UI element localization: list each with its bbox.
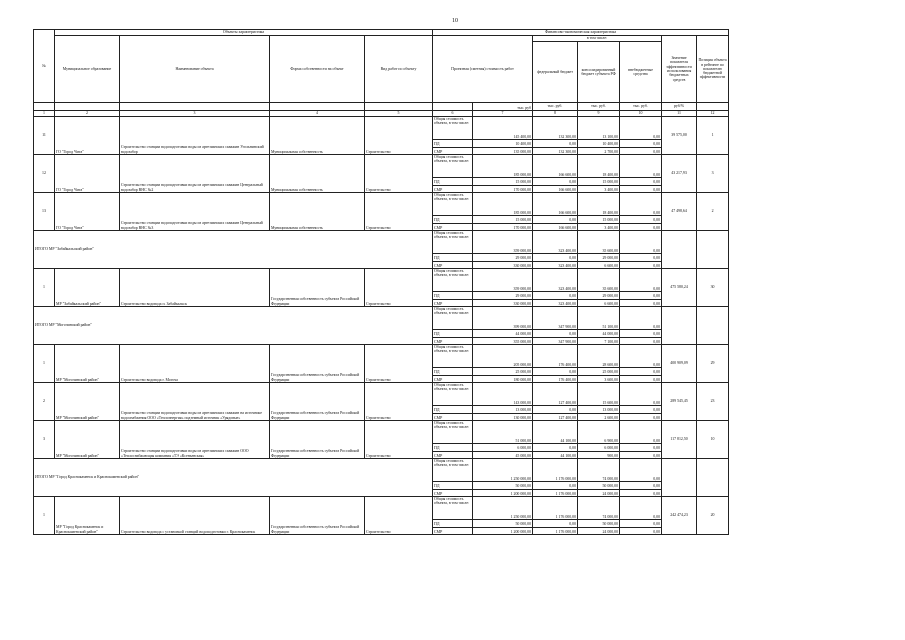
row-number: 3 [34,421,55,459]
value-cell: 50 000,00 [473,520,533,528]
cost-type-label: Общая стоимость объекта, в том числе: [433,155,473,178]
cost-type-label: Общая стоимость объекта, в том числе: [433,193,473,216]
value-cell: 3 600,00 [578,375,620,383]
col-number: 1 [34,111,55,117]
row-number: 12 [34,155,55,193]
value-cell: 0,00 [620,337,662,345]
value-cell: 330 000,00 [473,261,533,269]
value-cell: 0,00 [620,231,662,254]
rank-cell: 20 [697,497,729,535]
total-label-cell: ИТОГО МР "Забайкальский район" [34,231,433,269]
value-cell: 15 000,00 [578,178,620,186]
rank-cell: 10 [697,421,729,459]
value-cell: 0,00 [533,178,578,186]
header-work-type: Вид работ по объекту [365,36,433,103]
value-cell: 0,00 [620,140,662,148]
header-object-name: Наименование объекта [120,36,270,103]
municipality-cell: ГО "Город Чита" [55,193,120,231]
value-cell: 0,00 [620,368,662,376]
value-cell: 0,00 [620,451,662,459]
empty-cell [697,459,729,497]
total-label-cell: ИТОГО МР "Могочинский район" [34,307,433,345]
value-cell: 0,00 [620,459,662,482]
rank-cell: 23 [697,383,729,421]
value-cell: 1 176 000,00 [533,459,578,482]
cost-type-label: СМР [433,337,473,345]
cost-type-label: ПД [433,140,473,148]
unit-extrabudget: тыс. руб. [620,103,662,111]
unit-efficiency: руб/% [662,103,697,111]
col-number: 8 [533,111,578,117]
cost-type-label: ПД [433,406,473,414]
cost-type-label: СМР [433,185,473,193]
work-type-cell: Строительство [365,497,433,535]
value-cell: 50 000,00 [578,520,620,528]
cost-type-label: СМР [433,299,473,307]
header-efficiency: Значение показателя эффективности использования бюджетных средств [662,36,697,103]
cost-type-label: СМР [433,489,473,497]
value-cell: 0,00 [620,330,662,338]
ownership-cell: Государственная собственность субъекта Российской Федерации [270,497,365,535]
empty-cell [662,459,697,497]
empty-cell [697,307,729,345]
value-cell: 50 000,00 [578,482,620,490]
header-extrabudget: внебюджетные средства [620,42,662,103]
value-cell: 0,00 [533,140,578,148]
total-row [34,307,729,330]
total-label-cell: ИТОГО МР "Город Краснокаменск и Краснокаменский район" [34,459,433,497]
value-cell: 135 000,00 [473,147,533,155]
value-cell: 0,00 [620,406,662,414]
page-number: 10 [452,18,458,24]
value-cell: 166 600,00 [533,185,578,193]
value-cell: 29 000,00 [578,292,620,300]
object-row [34,497,729,520]
efficiency-cell: 117 812,50 [662,421,697,459]
table-body [34,117,729,535]
total-row [34,459,729,482]
value-cell: 7 100,00 [578,337,620,345]
col-number: 5 [365,111,433,117]
work-type-cell: Строительство [365,383,433,421]
value-cell: 323 400,00 [533,261,578,269]
cost-type-label: СМР [433,375,473,383]
value-cell: 185 000,00 [473,193,533,216]
value-cell: 347 900,00 [533,337,578,345]
value-cell: 74 000,00 [578,497,620,520]
cost-type-label: Общая стоимость объекта, в том числе: [433,497,473,520]
value-cell: 13 000,00 [578,406,620,414]
empty-cell [662,307,697,345]
value-cell: 0,00 [620,375,662,383]
cost-type-label: Общая стоимость объекта, в том числе: [433,269,473,292]
value-cell: 347 900,00 [533,307,578,330]
value-cell: 0,00 [620,413,662,421]
col-number: 9 [578,111,620,117]
header-municipality: Муниципальное образование [55,36,120,103]
value-cell: 15 600,00 [578,383,620,406]
cost-type-label: СМР [433,147,473,155]
value-cell: 399 000,00 [473,307,533,330]
cost-type-label: Общая стоимость объекта, в том числе: [433,383,473,406]
value-cell: 0,00 [533,292,578,300]
row-number: 1 [34,269,55,307]
object-name-cell: Строительство станции водоподготовки воды из артезианских скважин ООО «Теплоснабжающая компания «ТЭ «Ксеньевская» [120,421,270,459]
object-name-cell: Строительство станции водоподготовки воды из артезианских скважин Центральный водозабор ВНС №3 [120,193,270,231]
row-number: 2 [34,383,55,421]
row-number: 1 [34,345,55,383]
value-cell: 323 400,00 [533,299,578,307]
header-incl: в том числе: [533,36,662,42]
header-ownership: Форма собственности на объект [270,36,365,103]
value-cell: 130 000,00 [473,413,533,421]
col-number: 12 [697,111,729,117]
value-cell: 0,00 [533,520,578,528]
cost-type-label: СМР [433,527,473,535]
value-cell: 185 000,00 [473,155,533,178]
efficiency-cell: 39 575,00 [662,117,697,155]
value-cell: 28 600,00 [578,345,620,368]
ownership-cell: Муниципальная собственность [270,193,365,231]
rank-cell: 29 [697,345,729,383]
value-cell: 25 000,00 [578,368,620,376]
cost-type-label: ПД [433,368,473,376]
col-number: 7 [473,111,533,117]
value-cell: 0,00 [533,444,578,452]
unit-cost: тыс. руб [473,103,533,111]
cost-type-label: ПД [433,444,473,452]
efficiency-cell: 242 474,23 [662,497,697,535]
municipality-cell: ГО "Город Чита" [55,155,120,193]
value-cell: 145 400,00 [473,117,533,140]
efficiency-cell: 47 498,64 [662,193,697,231]
value-cell: 0,00 [620,345,662,368]
value-cell: 50 000,00 [473,482,533,490]
value-cell: 29 000,00 [473,292,533,300]
municipality-cell: МР "Город Краснокаменск и Краснокаменский район" [55,497,120,535]
value-cell: 0,00 [620,497,662,520]
value-cell: 29 000,00 [473,254,533,262]
object-row [34,421,729,444]
empty-cell [662,231,697,269]
municipality-cell: ГО "Город Чита" [55,117,120,155]
efficiency-cell: 475 580,24 [662,269,697,307]
ownership-cell: Муниципальная собственность [270,117,365,155]
value-cell: 1 176 000,00 [533,489,578,497]
value-cell: 143 000,00 [473,383,533,406]
cost-type-label: Общая стоимость объекта, в том числе: [433,231,473,254]
value-cell: 0,00 [620,482,662,490]
value-cell: 13 100,00 [578,117,620,140]
value-cell: 18 400,00 [578,193,620,216]
value-cell: 900,00 [578,451,620,459]
value-cell: 170 000,00 [473,223,533,231]
value-cell: 0,00 [620,147,662,155]
cost-type-label: Общая стоимость объекта, в том числе: [433,421,473,444]
cost-type-label: ПД [433,520,473,528]
value-cell: 1 250 000,00 [473,459,533,482]
rank-cell: 1 [697,117,729,155]
value-cell: 18 400,00 [578,155,620,178]
municipality-cell: МР "Могочинский район" [55,383,120,421]
value-cell: 6 900,00 [578,421,620,444]
efficiency-cell: 43 217,93 [662,155,697,193]
value-cell: 0,00 [620,223,662,231]
municipality-cell: МР "Забайкальский район" [55,269,120,307]
cost-type-label: ПД [433,330,473,338]
row-number: 11 [34,117,55,155]
ownership-cell: Муниципальная собственность [270,155,365,193]
value-cell: 0,00 [620,292,662,300]
value-cell: 2 700,00 [578,147,620,155]
work-type-cell: Строительство [365,117,433,155]
efficiency-cell: 289 545,45 [662,383,697,421]
cost-type-label: Общая стоимость объекта, в том числе: [433,307,473,330]
municipality-cell: МР "Могочинский район" [55,421,120,459]
value-cell: 44 000,00 [578,330,620,338]
value-cell: 166 600,00 [533,223,578,231]
work-type-cell: Строительство [365,345,433,383]
cost-type-label: Общая стоимость объекта, в том числе: [433,459,473,482]
value-cell: 205 000,00 [473,345,533,368]
value-cell: 0,00 [620,269,662,292]
row-number: 1 [34,497,55,535]
rank-cell: 3 [697,155,729,193]
col-number: 6 [433,111,473,117]
object-row [34,269,729,292]
value-cell: 0,00 [620,261,662,269]
cost-type-label: Общая стоимость объекта, в том числе: [433,345,473,368]
value-cell: 6 600,00 [578,299,620,307]
cost-type-label: СМР [433,451,473,459]
value-cell: 6 600,00 [578,261,620,269]
value-cell: 0,00 [620,178,662,186]
header-units-row [34,103,729,111]
value-cell: 10 400,00 [578,140,620,148]
value-cell: 170 000,00 [473,185,533,193]
value-cell: 176 400,00 [533,345,578,368]
ownership-cell: Государственная собственность субъекта Российской Федерации [270,421,365,459]
value-cell: 1 200 000,00 [473,489,533,497]
header-number: № [34,30,55,103]
cost-type-label: ПД [433,178,473,186]
header-consolidated: консолидированный бюджет субъекта РФ [578,42,620,103]
col-number: 4 [270,111,365,117]
value-cell: 24 000,00 [578,527,620,535]
value-cell: 44 100,00 [533,421,578,444]
value-cell: 0,00 [533,482,578,490]
value-cell: 2 600,00 [578,413,620,421]
object-row [34,117,729,140]
value-cell: 0,00 [620,489,662,497]
value-cell: 330 000,00 [473,299,533,307]
value-cell: 0,00 [620,117,662,140]
cost-type-label: ПД [433,254,473,262]
value-cell: 0,00 [533,406,578,414]
value-cell: 0,00 [533,368,578,376]
object-row [34,383,729,406]
ownership-cell: Государственная собственность субъекта Российской Федерации [270,383,365,421]
unit-federal: тыс. руб. [533,103,578,111]
rank-cell: 2 [697,193,729,231]
value-cell: 10 400,00 [473,140,533,148]
value-cell: 15 000,00 [473,216,533,224]
col-number: 10 [620,111,662,117]
value-cell: 0,00 [620,216,662,224]
work-type-cell: Строительство [365,193,433,231]
value-cell: 127 400,00 [533,413,578,421]
object-name-cell: Строительство станции водоподготовки воды из артезианских скважин Угольнинский водозабор [120,117,270,155]
object-name-cell: Строительство станции водоподготовки воды из артезианских скважин Центральный водозабор ВНС №2 [120,155,270,193]
value-cell: 176 400,00 [533,375,578,383]
value-cell: 1 176 000,00 [533,527,578,535]
total-row [34,231,729,254]
value-cell: 359 000,00 [473,231,533,254]
value-cell: 0,00 [533,254,578,262]
cost-type-label: СМР [433,413,473,421]
value-cell: 35 600,00 [578,231,620,254]
object-row [34,155,729,178]
object-name-cell: Строительство водовода п. Забайкальск [120,269,270,307]
value-cell: 0,00 [620,307,662,330]
value-cell: 74 000,00 [578,459,620,482]
col-number: 2 [55,111,120,117]
ownership-cell: Государственная собственность субъекта Российской Федерации [270,269,365,307]
row-number: 13 [34,193,55,231]
value-cell: 355 000,00 [473,337,533,345]
header-cost: Проектная (сметная) стоимость работ [433,36,533,103]
value-cell: 44 000,00 [473,330,533,338]
value-cell: 51 100,00 [578,307,620,330]
municipality-cell: МР "Могочинский район" [55,345,120,383]
unit-consolidated: тыс. руб. [578,103,620,111]
value-cell: 132 300,00 [533,147,578,155]
work-type-cell: Строительство [365,421,433,459]
value-cell: 0,00 [620,155,662,178]
objects-table [33,29,729,535]
value-cell: 51 000,00 [473,421,533,444]
value-cell: 166 600,00 [533,193,578,216]
value-cell: 29 000,00 [578,254,620,262]
value-cell: 0,00 [533,216,578,224]
value-cell: 25 000,00 [473,368,533,376]
value-cell: 0,00 [620,383,662,406]
header-rank: Позиция объекта в рейтинге по показателю бюджетной эффективности [697,36,729,103]
value-cell: 6 000,00 [473,444,533,452]
value-cell: 3 400,00 [578,223,620,231]
value-cell: 1 176 000,00 [533,497,578,520]
empty-cell [697,231,729,269]
value-cell: 0,00 [620,193,662,216]
value-cell: 0,00 [620,254,662,262]
col-number: 3 [120,111,270,117]
value-cell: 35 600,00 [578,269,620,292]
value-cell: 15 000,00 [473,178,533,186]
work-type-cell: Строительство [365,269,433,307]
cost-type-label: ПД [433,292,473,300]
object-name-cell: Строительство водовода г. Могоча [120,345,270,383]
value-cell: 45 000,00 [473,451,533,459]
cost-type-label: СМР [433,261,473,269]
value-cell: 13 000,00 [473,406,533,414]
value-cell: 132 300,00 [533,117,578,140]
value-cell: 127 400,00 [533,383,578,406]
value-cell: 0,00 [620,527,662,535]
ownership-cell: Государственная собственность субъекта Российской Федерации [270,345,365,383]
value-cell: 3 400,00 [578,185,620,193]
efficiency-cell: 400 909,09 [662,345,697,383]
value-cell: 0,00 [620,185,662,193]
cost-type-label: Общая стоимость объекта, в том числе: [433,117,473,140]
col-number: 11 [662,111,697,117]
cost-type-label: ПД [433,482,473,490]
header-group-finance: Финансово-экономическая характеристика [433,30,729,36]
value-cell: 1 200 000,00 [473,527,533,535]
object-row [34,345,729,368]
value-cell: 323 400,00 [533,231,578,254]
value-cell: 166 600,00 [533,155,578,178]
value-cell: 1 250 000,00 [473,497,533,520]
value-cell: 6 000,00 [578,444,620,452]
value-cell: 15 000,00 [578,216,620,224]
value-cell: 180 000,00 [473,375,533,383]
header-federal: федеральный бюджет [533,42,578,103]
value-cell: 0,00 [620,299,662,307]
value-cell: 0,00 [620,444,662,452]
header-group-objects: Объекты характеристика [55,30,433,36]
object-row [34,193,729,216]
value-cell: 44 100,00 [533,451,578,459]
value-cell: 323 400,00 [533,269,578,292]
value-cell: 0,00 [533,330,578,338]
rank-cell: 30 [697,269,729,307]
object-name-cell: Строительство станции водоподготовки воды из артезианских скважин на источнике водоснабжения ООО «Теплоэнергия» подземный источник «Урядовые» [120,383,270,421]
value-cell: 359 000,00 [473,269,533,292]
cost-type-label: СМР [433,223,473,231]
object-name-cell: Строительство водовода с установкой станций водоподготовки г. Краснокаменск [120,497,270,535]
cost-type-label: ПД [433,216,473,224]
value-cell: 0,00 [620,520,662,528]
work-type-cell: Строительство [365,155,433,193]
value-cell: 0,00 [620,421,662,444]
value-cell: 24 000,00 [578,489,620,497]
